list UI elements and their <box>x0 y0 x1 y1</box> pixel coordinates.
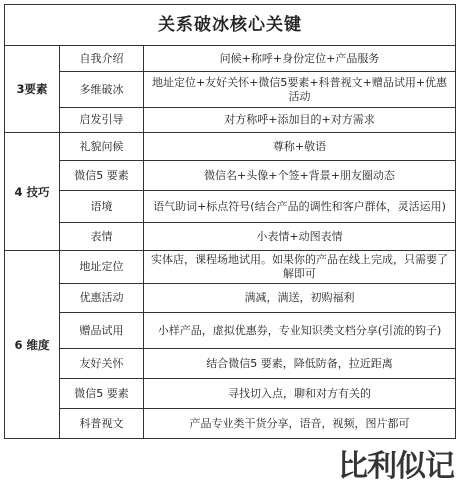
row-desc: 微信名+头像+个签+背景+朋友圈动态 <box>144 161 456 191</box>
group-label-dimensions: 6 维度 <box>5 251 60 439</box>
row-desc: 尊称+敬语 <box>144 133 456 161</box>
row-item: 启发引导 <box>60 108 144 133</box>
row-desc: 问候+称呼+身份定位+产品服务 <box>144 46 456 72</box>
row-desc: 地址定位+友好关怀+微信5要素+科普视文+赠品试用+优惠活动 <box>144 72 456 108</box>
table-row <box>5 72 456 108</box>
table-row <box>5 223 456 251</box>
row-desc: 对方称呼+添加目的+对方需求 <box>144 108 456 133</box>
row-desc: 寻找切入点，聊和对方有关的 <box>144 379 456 409</box>
table-row <box>5 133 456 161</box>
row-desc: 小样产品，虚拟优惠券，专业知识类文档分享(引流的钩子) <box>144 313 456 349</box>
group-label-skills: 4 技巧 <box>5 133 60 251</box>
table-row <box>5 191 456 223</box>
table-row <box>5 349 456 379</box>
table-row <box>5 313 456 349</box>
row-item: 地址定位 <box>60 251 144 284</box>
row-item: 礼貌问候 <box>60 133 144 161</box>
table-row <box>5 379 456 409</box>
row-desc: 实体店，课程场地试用。如果你的产品在线上完成，只需要了解即可 <box>144 251 456 284</box>
group-label-elements: 3要素 <box>5 46 60 133</box>
title-row <box>5 5 456 46</box>
table-row <box>5 409 456 439</box>
watermark-logo: 比利似记 <box>338 449 454 484</box>
row-item: 表情 <box>60 223 144 251</box>
row-item: 自我介绍 <box>60 46 144 72</box>
row-desc: 结合微信5 要素，降低防备，拉近距离 <box>144 349 456 379</box>
table-row <box>5 46 456 72</box>
row-item: 语境 <box>60 191 144 223</box>
content-table <box>4 4 456 439</box>
row-desc: 产品专业类干货分享，语音，视频，图片都可 <box>144 409 456 439</box>
row-item: 赠品试用 <box>60 313 144 349</box>
row-item: 多维破冰 <box>60 72 144 108</box>
row-item: 优惠活动 <box>60 284 144 313</box>
row-desc: 小表情+动图表情 <box>144 223 456 251</box>
row-item: 友好关怀 <box>60 349 144 379</box>
row-item: 微信5 要素 <box>60 379 144 409</box>
row-item: 科普视文 <box>60 409 144 439</box>
table-title: 关系破冰核心关键 <box>5 5 456 46</box>
table-row <box>5 108 456 133</box>
table-row <box>5 251 456 284</box>
table-row <box>5 284 456 313</box>
table-row <box>5 161 456 191</box>
row-desc: 满减，满送，初购福利 <box>144 284 456 313</box>
row-desc: 语气助词+标点符号(结合产品的调性和客户群体，灵活运用) <box>144 191 456 223</box>
row-item: 微信5 要素 <box>60 161 144 191</box>
